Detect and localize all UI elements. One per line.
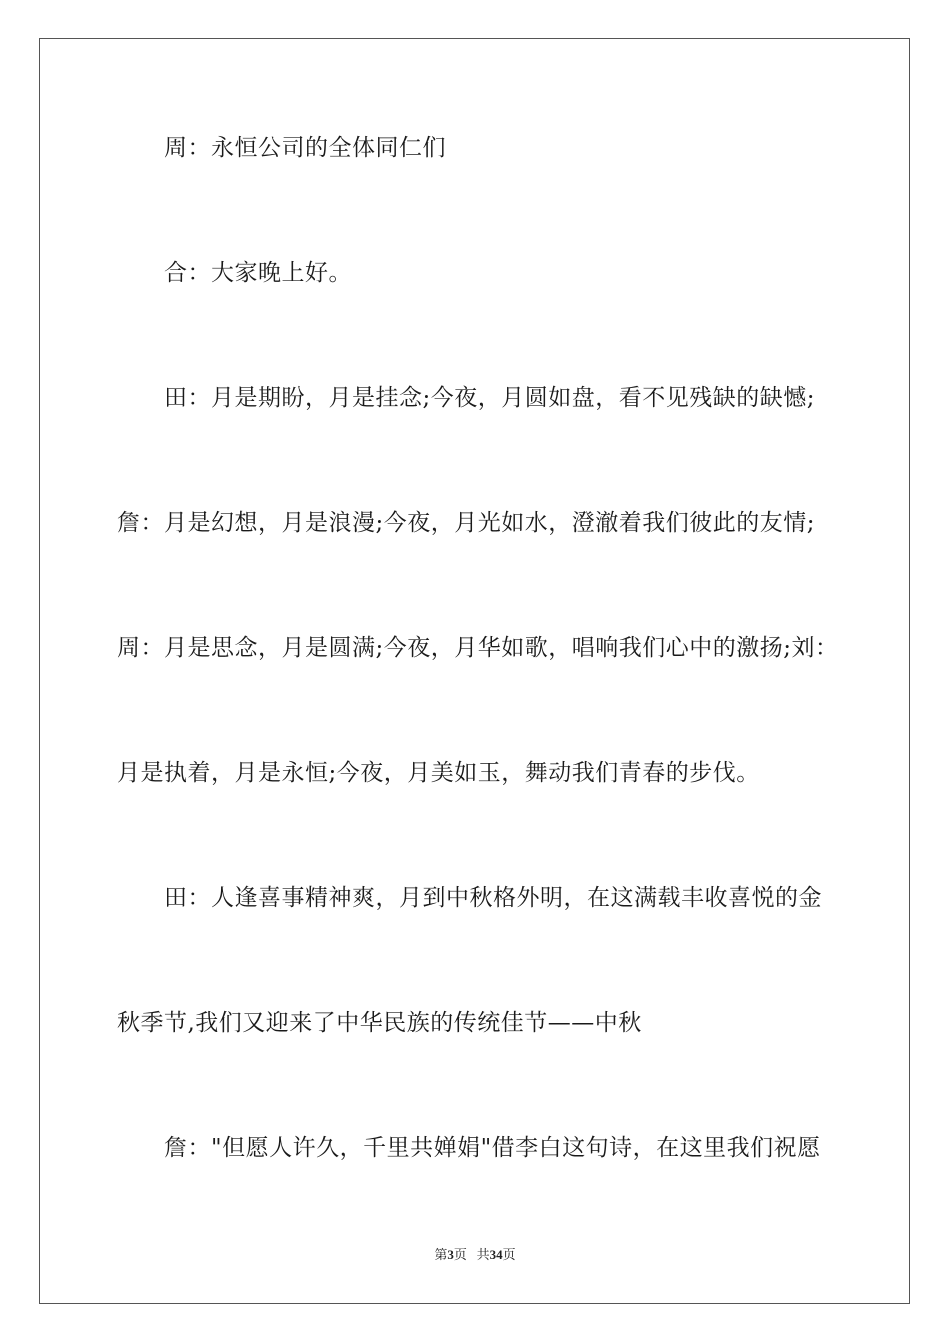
- total-pages: 34: [489, 1247, 503, 1262]
- page-suffix: 页: [453, 1247, 467, 1262]
- page-footer: [0, 1246, 950, 1264]
- paragraph-line: 詹：月是幻想，月是浪漫;今夜，月光如水，澄澈着我们彼此的友情;: [117, 510, 815, 536]
- paragraph-line: 詹："但愿人许久，千里共婵娟"借李白这句诗，在这里我们祝愿: [164, 1135, 821, 1161]
- total-suffix: 页: [502, 1247, 516, 1262]
- paragraph-line: 月是执着，月是永恒;今夜，月美如玉，舞动我们青春的步伐。: [117, 760, 760, 786]
- paragraph-line: 周：月是思念，月是圆满;今夜，月华如歌，唱响我们心中的激扬;刘：: [117, 635, 839, 661]
- total-prefix: 共: [476, 1247, 490, 1262]
- paragraph-line: 田：月是期盼，月是挂念;今夜，月圆如盘，看不见残缺的缺憾;: [164, 385, 815, 411]
- paragraph-line: 合：大家晚上好。: [164, 260, 352, 286]
- paragraph-line: 周：永恒公司的全体同仁们: [164, 135, 446, 161]
- paragraph-line: 秋季节,我们又迎来了中华民族的传统佳节——中秋: [117, 1010, 642, 1036]
- paragraph-line: 田：人逢喜事精神爽，月到中秋格外明，在这满载丰收喜悦的金: [164, 885, 822, 911]
- page-number: 3: [447, 1247, 454, 1262]
- page-border: [39, 38, 910, 1304]
- page-prefix: 第: [434, 1247, 448, 1262]
